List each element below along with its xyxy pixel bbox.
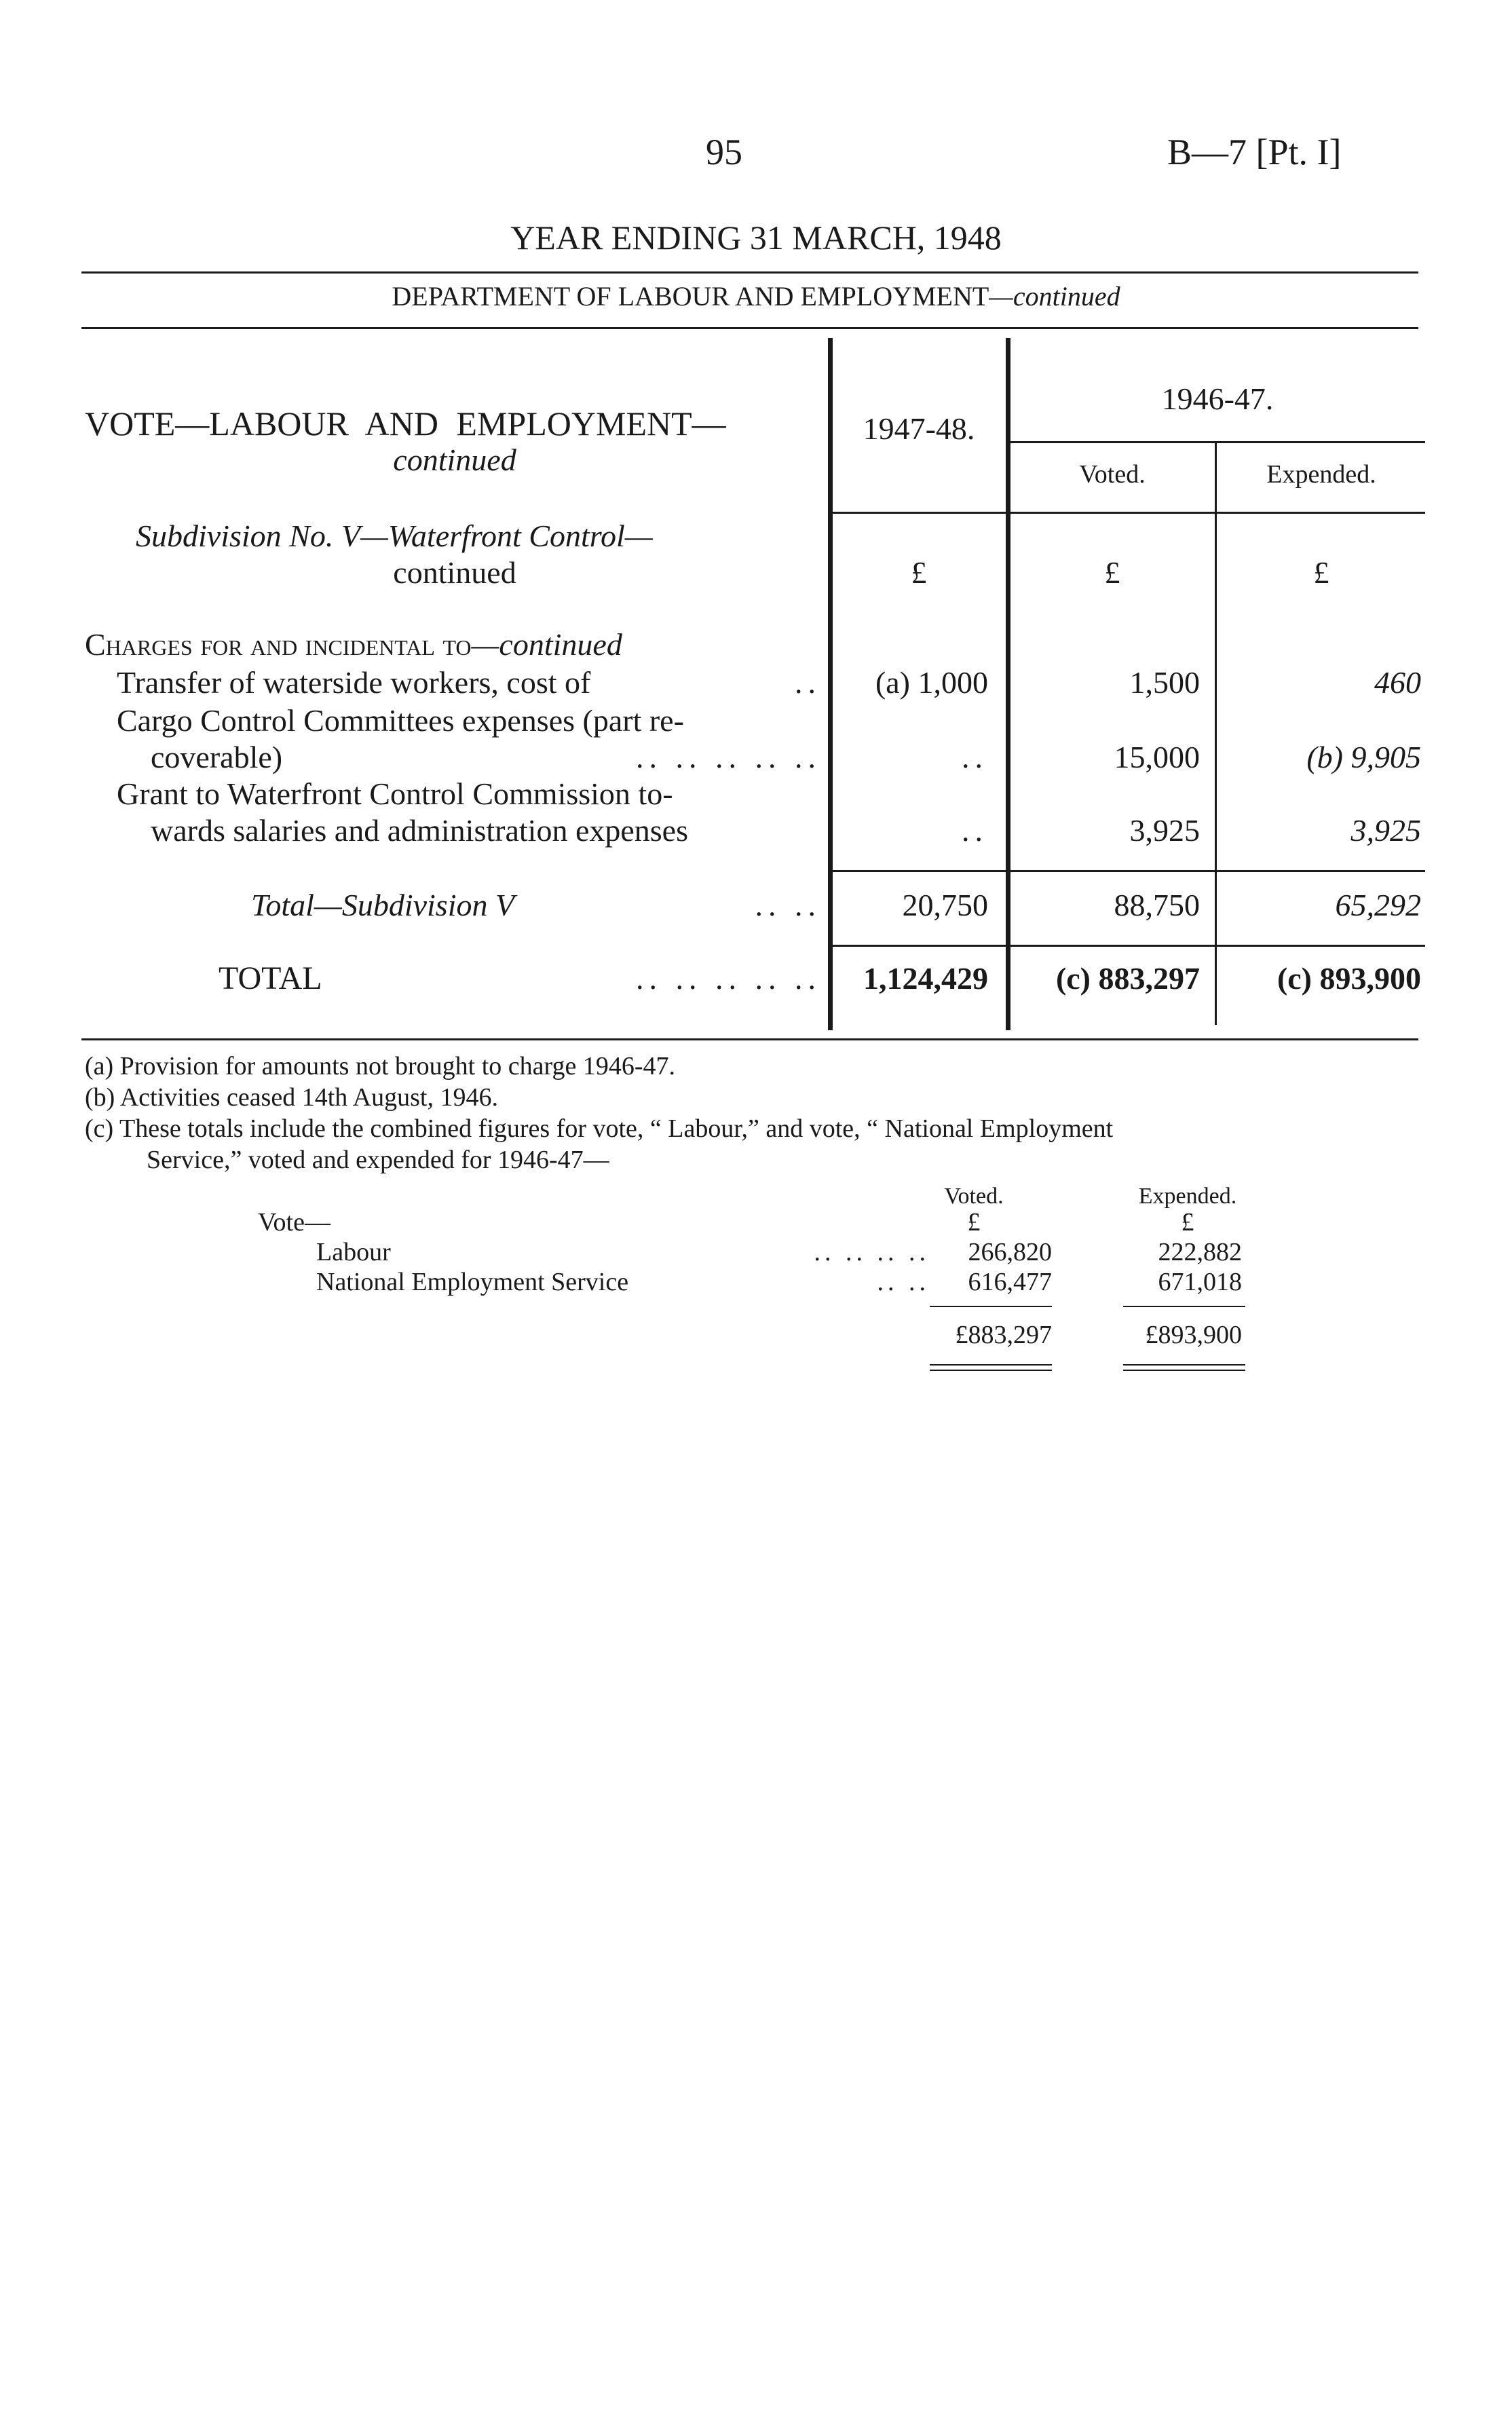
vote-title: VOTE—LABOUR AND EMPLOYMENT— (85, 404, 726, 443)
total-label: TOTAL (219, 960, 322, 996)
subtable-vote-label: Vote— (258, 1208, 330, 1237)
subtable-row-voted: 616,477 (968, 1268, 1052, 1296)
subtable-voted-currency: £ (967, 1208, 981, 1237)
row-label-cargo: Cargo Control Committees expenses (part re- (117, 703, 684, 738)
row-value-1947-48: .. (962, 813, 988, 848)
currency-voted: £ (1104, 555, 1120, 590)
subtotal-top-rule (831, 870, 1425, 872)
subtable-total-expended: £893,900 (1145, 1321, 1242, 1349)
footnote-b: (b) Activities ceased 14th August, 1946. (85, 1083, 498, 1112)
header-voted: Voted. (1079, 460, 1146, 489)
page-title: YEAR ENDING 31 MARCH, 1948 (510, 219, 1002, 257)
title-rule (81, 271, 1418, 274)
table-bottom-rule (81, 1038, 1418, 1040)
subtable-row-leader: .. .. .. .. (814, 1238, 930, 1266)
subtable-expended-currency: £ (1181, 1208, 1194, 1237)
subtable-row-label: National Employment Service (316, 1268, 629, 1296)
subtotal-voted: 88,750 (1114, 888, 1200, 922)
subtable-row-expended: 671,018 (1158, 1268, 1242, 1296)
header-1947-48: 1947-48. (863, 411, 975, 446)
currency-expended: £ (1313, 555, 1329, 590)
charges-heading: Charges for and incidental to—continued (85, 627, 622, 662)
subtable-total-voted: £883,297 (955, 1321, 1052, 1349)
row-leader: .. (795, 665, 821, 700)
subtotal-label: Total—Subdivision V (251, 888, 515, 922)
footnote-c: (c) These totals include the combined figures for vote, “ Labour,” and vote, “ National Employment (85, 1114, 1114, 1143)
subtable-row-voted: 266,820 (968, 1238, 1052, 1266)
total-expended: (c) 893,900 (1277, 961, 1421, 996)
footnote-a: (a) Provision for amounts not brought to charge 1946-47. (85, 1052, 675, 1080)
header-bottom-rule (831, 512, 1425, 514)
row-value-1947-48: (a) 1,000 (875, 665, 988, 700)
subtable-row-label: Labour (316, 1238, 391, 1266)
vote-title-continued: continued (393, 443, 516, 477)
page-number: 95 (706, 132, 742, 172)
row-value-voted: 3,925 (1129, 813, 1200, 848)
prior-year-rule (1010, 441, 1425, 443)
subtotal-1947-48: 20,750 (902, 888, 988, 922)
row-value-voted: 15,000 (1114, 740, 1200, 774)
row-leader: .. .. .. .. .. (636, 740, 821, 774)
column-divider-3 (1215, 441, 1217, 1025)
currency-1947-48: £ (911, 555, 927, 590)
subtotal-leader: .. .. (755, 888, 821, 922)
header-1946-47: 1946-47. (1161, 381, 1274, 416)
subtotal-expended: 65,292 (1335, 888, 1421, 922)
subdivision-heading: Subdivision No. V—Waterfront Control— (136, 519, 653, 553)
total-leader: .. .. .. .. .. (636, 961, 821, 996)
subtable-expended-rule (1123, 1306, 1245, 1307)
subtable-row-expended: 222,882 (1158, 1238, 1242, 1266)
row-value-expended: (b) 9,905 (1306, 740, 1421, 774)
department-rule (81, 327, 1418, 329)
row-value-1947-48: .. (962, 740, 988, 774)
footnote-c-cont: Service,” voted and expended for 1946-47— (147, 1146, 609, 1174)
subdivision-continued: continued (393, 555, 516, 590)
total-voted: (c) 883,297 (1055, 961, 1200, 996)
row-value-expended: 3,925 (1350, 813, 1421, 848)
subtable-voted-rule (930, 1306, 1052, 1307)
row-value-expended: 460 (1374, 665, 1421, 700)
total-top-rule (831, 945, 1425, 947)
subtable-voted-double-rule (930, 1370, 1052, 1371)
subtable-expended-double-rule (1123, 1370, 1245, 1371)
subtable-voted-double-rule (930, 1364, 1052, 1366)
subtable-expended-head: Expended. (1138, 1184, 1237, 1209)
row-label-grant-cont: wards salaries and administration expenses (151, 813, 688, 848)
row-label-cargo-cont: coverable) (151, 740, 283, 774)
row-label-grant: Grant to Waterfront Control Commission to- (117, 776, 673, 811)
row-value-voted: 1,500 (1129, 665, 1200, 700)
total-1947-48: 1,124,429 (863, 961, 988, 996)
subtable-row-leader: .. .. (877, 1268, 930, 1296)
header-expended: Expended. (1266, 460, 1376, 489)
subtable-voted-head: Voted. (944, 1184, 1004, 1209)
row-label-transfer: Transfer of waterside workers, cost of (117, 665, 591, 700)
document-reference: B—7 [Pt. I] (1167, 132, 1342, 172)
subtable-expended-double-rule (1123, 1364, 1245, 1366)
department-heading: DEPARTMENT OF LABOUR AND EMPLOYMENT—continued (392, 281, 1120, 312)
